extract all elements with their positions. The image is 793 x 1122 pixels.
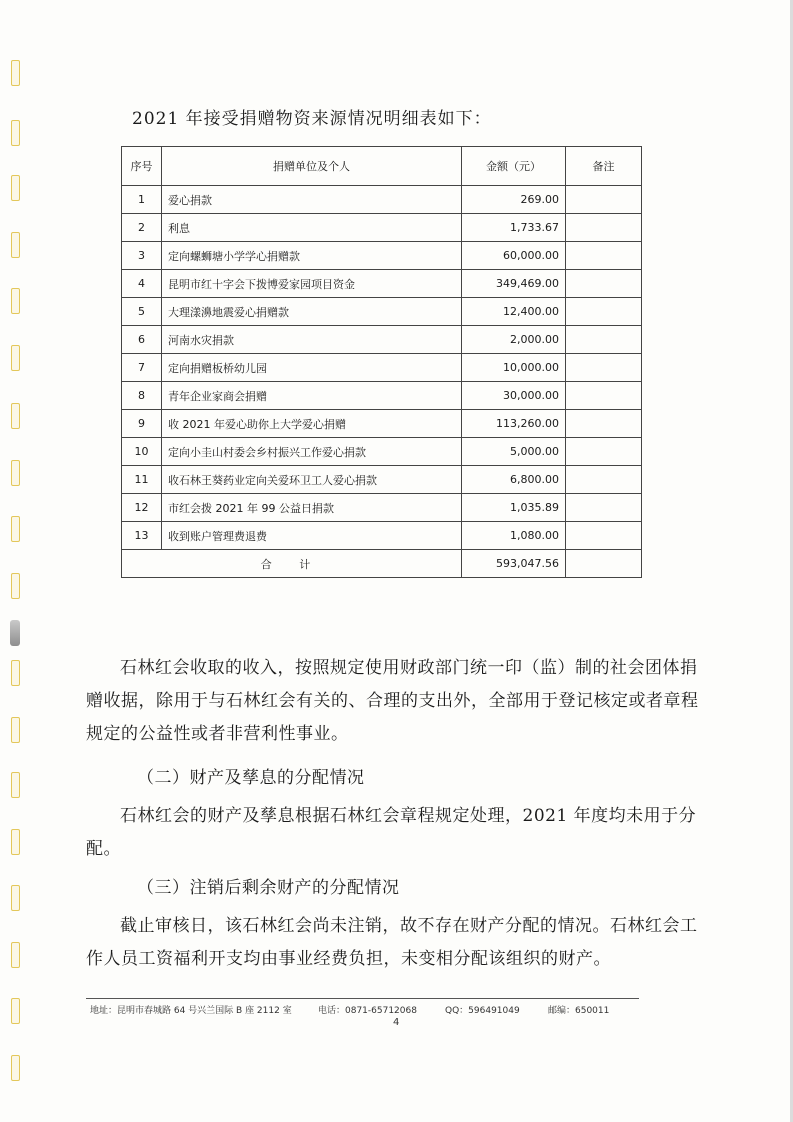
footer-postcode: 邮编：650011: [548, 1006, 610, 1016]
row-note: [566, 298, 642, 326]
table-row: [122, 326, 642, 354]
row-amount: 5,000.00: [462, 438, 566, 466]
row-note: [566, 466, 642, 494]
table-row: [122, 354, 642, 382]
table-intro: 2021 年接受捐赠物资来源情况明细表如下：: [132, 109, 492, 129]
row-donor: 爱心捐款: [162, 186, 462, 214]
binding-mark: [11, 772, 20, 798]
page-number: 4: [393, 1017, 400, 1028]
binding-mark: [11, 998, 20, 1024]
table-row: [122, 270, 642, 298]
row-no: 1: [122, 186, 162, 214]
row-donor: 收石林王葵药业定向关爱环卫工人爱心捐款: [162, 466, 462, 494]
row-donor: 利息: [162, 214, 462, 242]
row-no: 7: [122, 354, 162, 382]
row-amount: 6,800.00: [462, 466, 566, 494]
table-row: [122, 494, 642, 522]
footer-divider: [86, 998, 639, 999]
paragraph-income: 石林红会收取的收入，按照规定使用财政部门统一印（监）制的社会团体捐赠收据，除用于与石林红会有关的、合理的支出外，全部用于登记核定或者章程规定的公益性或者非营利性事业。: [86, 658, 699, 744]
row-amount: 12,400.00: [462, 298, 566, 326]
row-amount: 1,080.00: [462, 522, 566, 550]
row-no: 5: [122, 298, 162, 326]
row-note: [566, 410, 642, 438]
row-amount: 2,000.00: [462, 326, 566, 354]
binding-mark: [11, 717, 20, 743]
footer-address: 地址：昆明市春城路 64 号兴兰国际 B 座 2112 室: [90, 1006, 292, 1016]
row-amount: 1,035.89: [462, 494, 566, 522]
row-no: 4: [122, 270, 162, 298]
row-donor: 大理漾濞地震爱心捐赠款: [162, 298, 462, 326]
header-donor: 捐赠单位及个人: [162, 147, 462, 186]
table-row: [122, 214, 642, 242]
table-row: [122, 186, 642, 214]
row-no: 10: [122, 438, 162, 466]
row-donor: 青年企业家商会捐赠: [162, 382, 462, 410]
table-total-row: [122, 550, 642, 578]
row-donor: 市红会拨 2021 年 99 公益日捐款: [162, 494, 462, 522]
binding-mark: [11, 403, 20, 429]
row-donor: 定向小圭山村委会乡村振兴工作爱心捐款: [162, 438, 462, 466]
row-amount: 10,000.00: [462, 354, 566, 382]
row-donor: 定向捐赠板桥幼儿园: [162, 354, 462, 382]
binding-mark: [11, 660, 20, 686]
row-note: [566, 326, 642, 354]
section-heading-3: （三）注销后剩余财产的分配情况: [137, 878, 400, 898]
row-amount: 113,260.00: [462, 410, 566, 438]
row-donor: 河南水灾捐款: [162, 326, 462, 354]
binding-mark: [11, 288, 20, 314]
binding-mark: [11, 885, 20, 911]
row-no: 6: [122, 326, 162, 354]
row-no: 12: [122, 494, 162, 522]
table-row: [122, 242, 642, 270]
row-amount: 269.00: [462, 186, 566, 214]
total-note: [566, 550, 642, 578]
row-donor: 收 2021 年爱心助你上大学爱心捐赠: [162, 410, 462, 438]
header-amount: 金额（元）: [462, 147, 566, 186]
table-row: [122, 410, 642, 438]
table-row: [122, 298, 642, 326]
row-note: [566, 382, 642, 410]
binding-mark: [11, 1055, 20, 1081]
row-no: 8: [122, 382, 162, 410]
section-heading-2: （二）财产及孳息的分配情况: [137, 768, 365, 788]
binding-mark: [11, 942, 20, 968]
total-label: 合 计: [122, 550, 462, 578]
table-header-row: [122, 147, 642, 186]
row-donor: 收到账户管理费退费: [162, 522, 462, 550]
paragraph-dissolution: 截止审核日，该石林红会尚未注销，故不存在财产分配的情况。石林红会工作人员工资福利开支均由事业经费负担，未变相分配该组织的财产。: [86, 916, 698, 969]
binding-mark: [11, 120, 20, 146]
binding-mark: [11, 175, 20, 201]
row-note: [566, 522, 642, 550]
row-note: [566, 270, 642, 298]
binding-mark: [11, 232, 20, 258]
row-donor: 昆明市红十字会下拨博爱家园项目资金: [162, 270, 462, 298]
table-row: [122, 382, 642, 410]
total-amount: 593,047.56: [462, 550, 566, 578]
row-note: [566, 354, 642, 382]
row-note: [566, 494, 642, 522]
row-amount: 30,000.00: [462, 382, 566, 410]
header-note: 备注: [566, 147, 642, 186]
row-note: [566, 438, 642, 466]
binding-mark: [11, 573, 20, 599]
row-no: 13: [122, 522, 162, 550]
table-row: [122, 522, 642, 550]
binding-clip: [10, 620, 20, 646]
footer-qq: QQ：596491049: [445, 1006, 520, 1016]
table-row: [122, 438, 642, 466]
binding-mark: [11, 516, 20, 542]
donation-detail-table: [121, 146, 642, 578]
footer-phone: 电话：0871-65712068: [318, 1006, 417, 1016]
header-no: 序号: [122, 147, 162, 186]
row-no: 9: [122, 410, 162, 438]
paragraph-distribution: 石林红会的财产及孳息根据石林红会章程规定处理，2021 年度均未用于分配。: [86, 806, 697, 859]
row-note: [566, 214, 642, 242]
binding-mark: [11, 345, 20, 371]
row-no: 3: [122, 242, 162, 270]
row-no: 11: [122, 466, 162, 494]
binding-mark: [11, 60, 20, 86]
row-amount: 60,000.00: [462, 242, 566, 270]
binding-mark: [11, 829, 20, 855]
row-amount: 349,469.00: [462, 270, 566, 298]
row-note: [566, 242, 642, 270]
row-donor: 定向螺蛳塘小学学心捐赠款: [162, 242, 462, 270]
row-amount: 1,733.67: [462, 214, 566, 242]
row-note: [566, 186, 642, 214]
row-no: 2: [122, 214, 162, 242]
binding-mark: [11, 460, 20, 486]
table-row: [122, 466, 642, 494]
